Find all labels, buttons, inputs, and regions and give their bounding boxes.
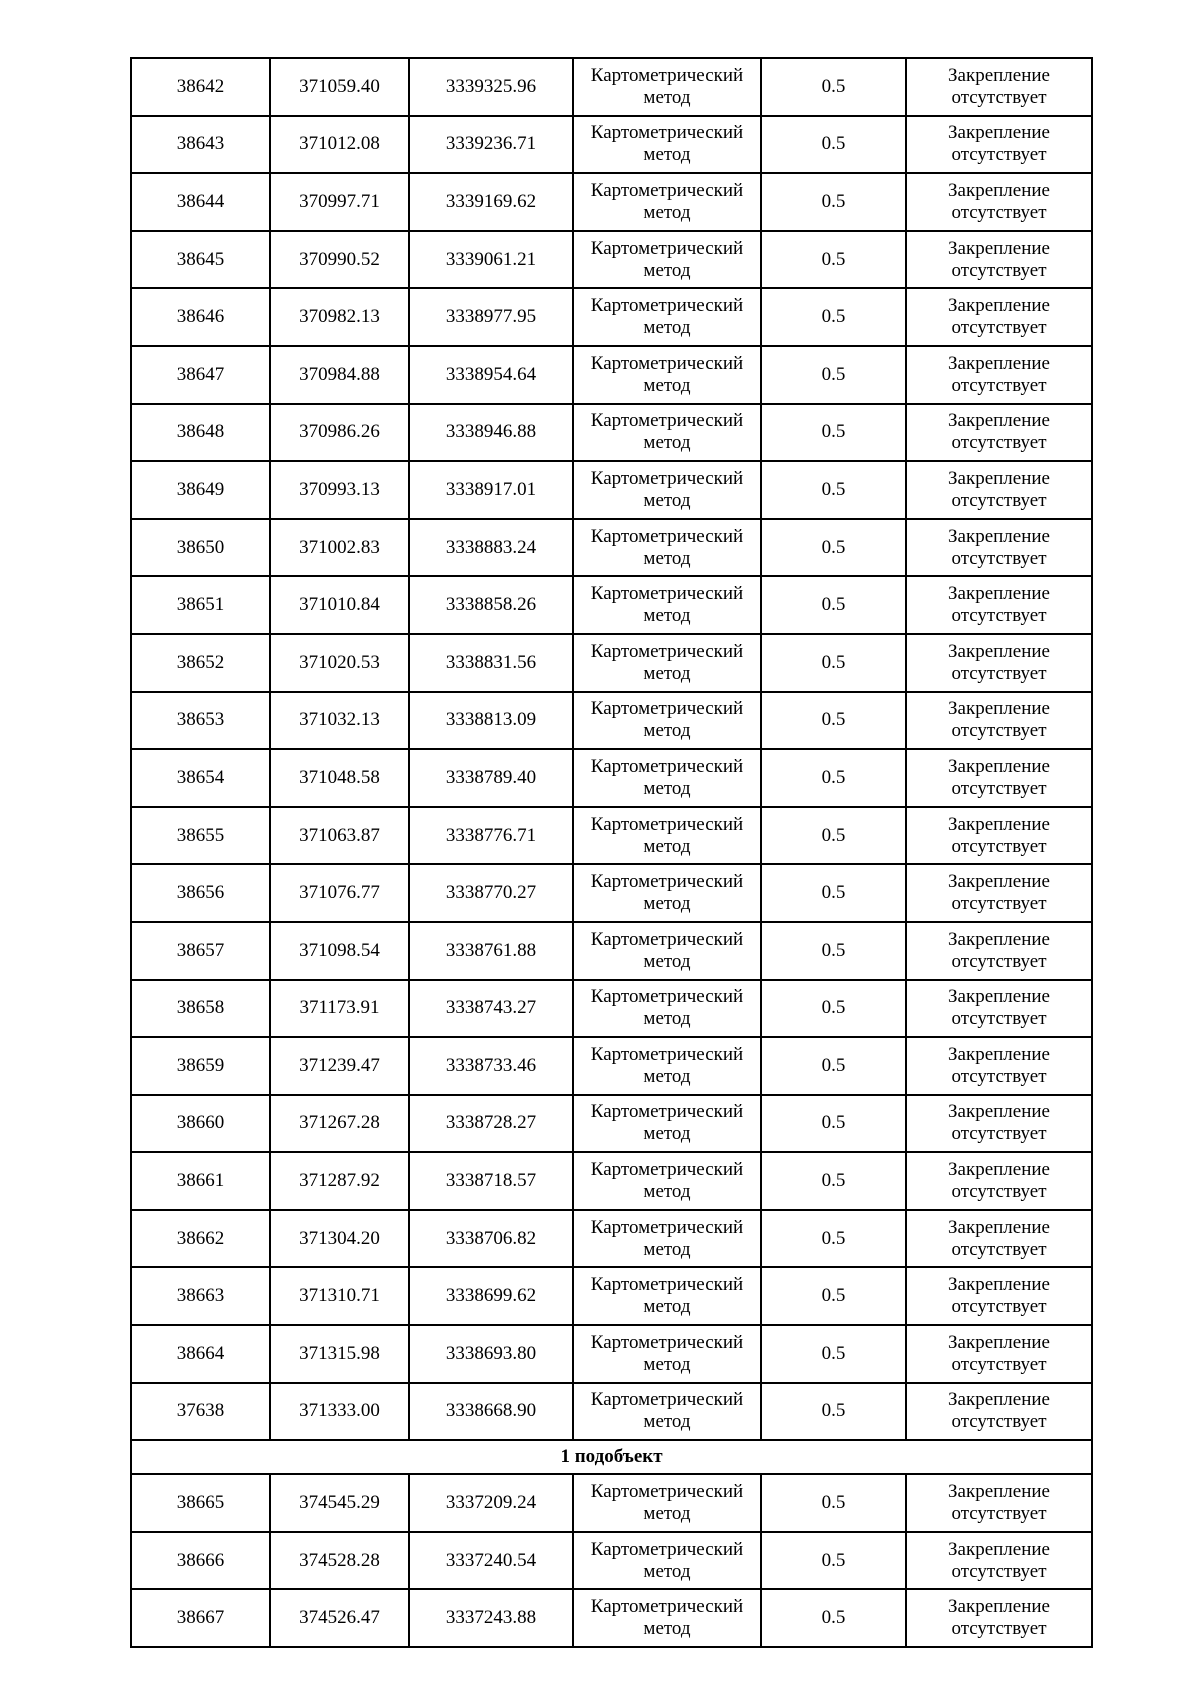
method-cell: Картометрический метод bbox=[573, 231, 761, 289]
x-coordinate-cell: 371032.13 bbox=[270, 692, 409, 750]
precision-cell: 0.5 bbox=[761, 116, 906, 174]
y-coordinate-cell: 3338977.95 bbox=[409, 288, 573, 346]
x-coordinate-cell: 370986.26 bbox=[270, 404, 409, 462]
fixing-cell: Закрепление отсутствует bbox=[906, 807, 1092, 865]
x-coordinate-cell: 370990.52 bbox=[270, 231, 409, 289]
x-coordinate-cell: 371076.77 bbox=[270, 864, 409, 922]
precision-cell: 0.5 bbox=[761, 231, 906, 289]
precision-cell: 0.5 bbox=[761, 576, 906, 634]
table-row bbox=[131, 173, 1092, 231]
method-cell: Картометрический метод bbox=[573, 749, 761, 807]
precision-cell: 0.5 bbox=[761, 634, 906, 692]
point-number-cell: 38645 bbox=[131, 231, 270, 289]
y-coordinate-cell: 3339169.62 bbox=[409, 173, 573, 231]
method-cell: Картометрический метод bbox=[573, 1267, 761, 1325]
y-coordinate-cell: 3338770.27 bbox=[409, 864, 573, 922]
precision-cell: 0.5 bbox=[761, 1152, 906, 1210]
table-row bbox=[131, 1383, 1092, 1441]
y-coordinate-cell: 3337240.54 bbox=[409, 1532, 573, 1590]
y-coordinate-cell: 3338813.09 bbox=[409, 692, 573, 750]
point-number-cell: 38647 bbox=[131, 346, 270, 404]
fixing-cell: Закрепление отсутствует bbox=[906, 519, 1092, 577]
point-number-cell: 38664 bbox=[131, 1325, 270, 1383]
point-number-cell: 38653 bbox=[131, 692, 270, 750]
point-number-cell: 38660 bbox=[131, 1095, 270, 1153]
method-cell: Картометрический метод bbox=[573, 864, 761, 922]
point-number-cell: 38654 bbox=[131, 749, 270, 807]
x-coordinate-cell: 371002.83 bbox=[270, 519, 409, 577]
table-row bbox=[131, 922, 1092, 980]
section-header-row bbox=[131, 1440, 1092, 1474]
point-number-cell: 38642 bbox=[131, 58, 270, 116]
fixing-cell: Закрепление отсутствует bbox=[906, 173, 1092, 231]
document-page bbox=[130, 57, 1091, 1648]
point-number-cell: 38652 bbox=[131, 634, 270, 692]
point-number-cell: 38663 bbox=[131, 1267, 270, 1325]
x-coordinate-cell: 370982.13 bbox=[270, 288, 409, 346]
table-row bbox=[131, 1037, 1092, 1095]
fixing-cell: Закрепление отсутствует bbox=[906, 461, 1092, 519]
table-row bbox=[131, 58, 1092, 116]
table-row bbox=[131, 1325, 1092, 1383]
y-coordinate-cell: 3337243.88 bbox=[409, 1589, 573, 1647]
x-coordinate-cell: 371010.84 bbox=[270, 576, 409, 634]
y-coordinate-cell: 3338858.26 bbox=[409, 576, 573, 634]
method-cell: Картометрический метод bbox=[573, 1325, 761, 1383]
y-coordinate-cell: 3338776.71 bbox=[409, 807, 573, 865]
x-coordinate-cell: 371020.53 bbox=[270, 634, 409, 692]
point-number-cell: 38651 bbox=[131, 576, 270, 634]
method-cell: Картометрический метод bbox=[573, 461, 761, 519]
x-coordinate-cell: 371239.47 bbox=[270, 1037, 409, 1095]
fixing-cell: Закрепление отсутствует bbox=[906, 576, 1092, 634]
precision-cell: 0.5 bbox=[761, 1383, 906, 1441]
x-coordinate-cell: 371063.87 bbox=[270, 807, 409, 865]
point-number-cell: 38667 bbox=[131, 1589, 270, 1647]
table-row bbox=[131, 749, 1092, 807]
y-coordinate-cell: 3338733.46 bbox=[409, 1037, 573, 1095]
method-cell: Картометрический метод bbox=[573, 1383, 761, 1441]
table-row bbox=[131, 1152, 1092, 1210]
y-coordinate-cell: 3338946.88 bbox=[409, 404, 573, 462]
y-coordinate-cell: 3338693.80 bbox=[409, 1325, 573, 1383]
point-number-cell: 38661 bbox=[131, 1152, 270, 1210]
method-cell: Картометрический метод bbox=[573, 173, 761, 231]
point-number-cell: 38656 bbox=[131, 864, 270, 922]
point-number-cell: 38655 bbox=[131, 807, 270, 865]
table-row bbox=[131, 1267, 1092, 1325]
method-cell: Картометрический метод bbox=[573, 1589, 761, 1647]
point-number-cell: 38649 bbox=[131, 461, 270, 519]
point-number-cell: 38650 bbox=[131, 519, 270, 577]
precision-cell: 0.5 bbox=[761, 922, 906, 980]
y-coordinate-cell: 3338831.56 bbox=[409, 634, 573, 692]
y-coordinate-cell: 3338718.57 bbox=[409, 1152, 573, 1210]
point-number-cell: 38658 bbox=[131, 980, 270, 1038]
fixing-cell: Закрепление отсутствует bbox=[906, 864, 1092, 922]
x-coordinate-cell: 374545.29 bbox=[270, 1474, 409, 1532]
y-coordinate-cell: 3337209.24 bbox=[409, 1474, 573, 1532]
table-row bbox=[131, 864, 1092, 922]
method-cell: Картометрический метод bbox=[573, 1095, 761, 1153]
point-number-cell: 38643 bbox=[131, 116, 270, 174]
y-coordinate-cell: 3338668.90 bbox=[409, 1383, 573, 1441]
precision-cell: 0.5 bbox=[761, 864, 906, 922]
method-cell: Картометрический метод bbox=[573, 519, 761, 577]
precision-cell: 0.5 bbox=[761, 404, 906, 462]
precision-cell: 0.5 bbox=[761, 692, 906, 750]
x-coordinate-cell: 370984.88 bbox=[270, 346, 409, 404]
point-number-cell: 38659 bbox=[131, 1037, 270, 1095]
y-coordinate-cell: 3338699.62 bbox=[409, 1267, 573, 1325]
method-cell: Картометрический метод bbox=[573, 1037, 761, 1095]
table-row bbox=[131, 519, 1092, 577]
y-coordinate-cell: 3338954.64 bbox=[409, 346, 573, 404]
method-cell: Картометрический метод bbox=[573, 980, 761, 1038]
fixing-cell: Закрепление отсутствует bbox=[906, 116, 1092, 174]
precision-cell: 0.5 bbox=[761, 980, 906, 1038]
point-number-cell: 38644 bbox=[131, 173, 270, 231]
table-row bbox=[131, 634, 1092, 692]
fixing-cell: Закрепление отсутствует bbox=[906, 749, 1092, 807]
fixing-cell: Закрепление отсутствует bbox=[906, 58, 1092, 116]
method-cell: Картометрический метод bbox=[573, 576, 761, 634]
table-row bbox=[131, 807, 1092, 865]
fixing-cell: Закрепление отсутствует bbox=[906, 404, 1092, 462]
precision-cell: 0.5 bbox=[761, 1037, 906, 1095]
table-row bbox=[131, 1589, 1092, 1647]
table-row bbox=[131, 404, 1092, 462]
precision-cell: 0.5 bbox=[761, 749, 906, 807]
precision-cell: 0.5 bbox=[761, 346, 906, 404]
method-cell: Картометрический метод bbox=[573, 1532, 761, 1590]
table-row bbox=[131, 576, 1092, 634]
fixing-cell: Закрепление отсутствует bbox=[906, 692, 1092, 750]
y-coordinate-cell: 3338743.27 bbox=[409, 980, 573, 1038]
precision-cell: 0.5 bbox=[761, 1095, 906, 1153]
y-coordinate-cell: 3338883.24 bbox=[409, 519, 573, 577]
method-cell: Картометрический метод bbox=[573, 404, 761, 462]
fixing-cell: Закрепление отсутствует bbox=[906, 1037, 1092, 1095]
fixing-cell: Закрепление отсутствует bbox=[906, 1152, 1092, 1210]
x-coordinate-cell: 371287.92 bbox=[270, 1152, 409, 1210]
fixing-cell: Закрепление отсутствует bbox=[906, 346, 1092, 404]
method-cell: Картометрический метод bbox=[573, 807, 761, 865]
x-coordinate-cell: 371304.20 bbox=[270, 1210, 409, 1268]
precision-cell: 0.5 bbox=[761, 519, 906, 577]
fixing-cell: Закрепление отсутствует bbox=[906, 634, 1092, 692]
x-coordinate-cell: 371048.58 bbox=[270, 749, 409, 807]
table-row bbox=[131, 692, 1092, 750]
x-coordinate-cell: 370997.71 bbox=[270, 173, 409, 231]
precision-cell: 0.5 bbox=[761, 807, 906, 865]
y-coordinate-cell: 3338761.88 bbox=[409, 922, 573, 980]
fixing-cell: Закрепление отсутствует bbox=[906, 1532, 1092, 1590]
point-number-cell: 38646 bbox=[131, 288, 270, 346]
x-coordinate-cell: 371315.98 bbox=[270, 1325, 409, 1383]
y-coordinate-cell: 3339325.96 bbox=[409, 58, 573, 116]
y-coordinate-cell: 3338789.40 bbox=[409, 749, 573, 807]
x-coordinate-cell: 371173.91 bbox=[270, 980, 409, 1038]
method-cell: Картометрический метод bbox=[573, 1210, 761, 1268]
table-row bbox=[131, 1532, 1092, 1590]
table-row bbox=[131, 288, 1092, 346]
fixing-cell: Закрепление отсутствует bbox=[906, 231, 1092, 289]
fixing-cell: Закрепление отсутствует bbox=[906, 288, 1092, 346]
table-row bbox=[131, 1474, 1092, 1532]
fixing-cell: Закрепление отсутствует bbox=[906, 922, 1092, 980]
table-row bbox=[131, 231, 1092, 289]
fixing-cell: Закрепление отсутствует bbox=[906, 1325, 1092, 1383]
table-row bbox=[131, 1095, 1092, 1153]
precision-cell: 0.5 bbox=[761, 58, 906, 116]
point-number-cell: 38662 bbox=[131, 1210, 270, 1268]
fixing-cell: Закрепление отсутствует bbox=[906, 1474, 1092, 1532]
point-number-cell: 38657 bbox=[131, 922, 270, 980]
method-cell: Картометрический метод bbox=[573, 922, 761, 980]
coordinates-table-body bbox=[131, 58, 1092, 1647]
precision-cell: 0.5 bbox=[761, 1267, 906, 1325]
precision-cell: 0.5 bbox=[761, 1474, 906, 1532]
table-row bbox=[131, 346, 1092, 404]
x-coordinate-cell: 371333.00 bbox=[270, 1383, 409, 1441]
precision-cell: 0.5 bbox=[761, 173, 906, 231]
y-coordinate-cell: 3338917.01 bbox=[409, 461, 573, 519]
method-cell: Картометрический метод bbox=[573, 116, 761, 174]
fixing-cell: Закрепление отсутствует bbox=[906, 1095, 1092, 1153]
table-row bbox=[131, 1210, 1092, 1268]
x-coordinate-cell: 371310.71 bbox=[270, 1267, 409, 1325]
y-coordinate-cell: 3339061.21 bbox=[409, 231, 573, 289]
x-coordinate-cell: 374528.28 bbox=[270, 1532, 409, 1590]
method-cell: Картометрический метод bbox=[573, 1152, 761, 1210]
section-title: 1 подобъект bbox=[131, 1440, 1092, 1474]
fixing-cell: Закрепление отсутствует bbox=[906, 1210, 1092, 1268]
point-number-cell: 37638 bbox=[131, 1383, 270, 1441]
precision-cell: 0.5 bbox=[761, 288, 906, 346]
x-coordinate-cell: 371098.54 bbox=[270, 922, 409, 980]
coordinates-table bbox=[130, 57, 1093, 1648]
table-row bbox=[131, 980, 1092, 1038]
fixing-cell: Закрепление отсутствует bbox=[906, 1267, 1092, 1325]
precision-cell: 0.5 bbox=[761, 1210, 906, 1268]
method-cell: Картометрический метод bbox=[573, 346, 761, 404]
x-coordinate-cell: 374526.47 bbox=[270, 1589, 409, 1647]
x-coordinate-cell: 370993.13 bbox=[270, 461, 409, 519]
method-cell: Картометрический метод bbox=[573, 58, 761, 116]
fixing-cell: Закрепление отсутствует bbox=[906, 1589, 1092, 1647]
x-coordinate-cell: 371267.28 bbox=[270, 1095, 409, 1153]
precision-cell: 0.5 bbox=[761, 1532, 906, 1590]
table-row bbox=[131, 461, 1092, 519]
x-coordinate-cell: 371012.08 bbox=[270, 116, 409, 174]
point-number-cell: 38665 bbox=[131, 1474, 270, 1532]
precision-cell: 0.5 bbox=[761, 1325, 906, 1383]
method-cell: Картометрический метод bbox=[573, 1474, 761, 1532]
method-cell: Картометрический метод bbox=[573, 634, 761, 692]
method-cell: Картометрический метод bbox=[573, 692, 761, 750]
fixing-cell: Закрепление отсутствует bbox=[906, 980, 1092, 1038]
fixing-cell: Закрепление отсутствует bbox=[906, 1383, 1092, 1441]
method-cell: Картометрический метод bbox=[573, 288, 761, 346]
precision-cell: 0.5 bbox=[761, 1589, 906, 1647]
point-number-cell: 38648 bbox=[131, 404, 270, 462]
y-coordinate-cell: 3338728.27 bbox=[409, 1095, 573, 1153]
y-coordinate-cell: 3338706.82 bbox=[409, 1210, 573, 1268]
x-coordinate-cell: 371059.40 bbox=[270, 58, 409, 116]
y-coordinate-cell: 3339236.71 bbox=[409, 116, 573, 174]
point-number-cell: 38666 bbox=[131, 1532, 270, 1590]
table-row bbox=[131, 116, 1092, 174]
precision-cell: 0.5 bbox=[761, 461, 906, 519]
